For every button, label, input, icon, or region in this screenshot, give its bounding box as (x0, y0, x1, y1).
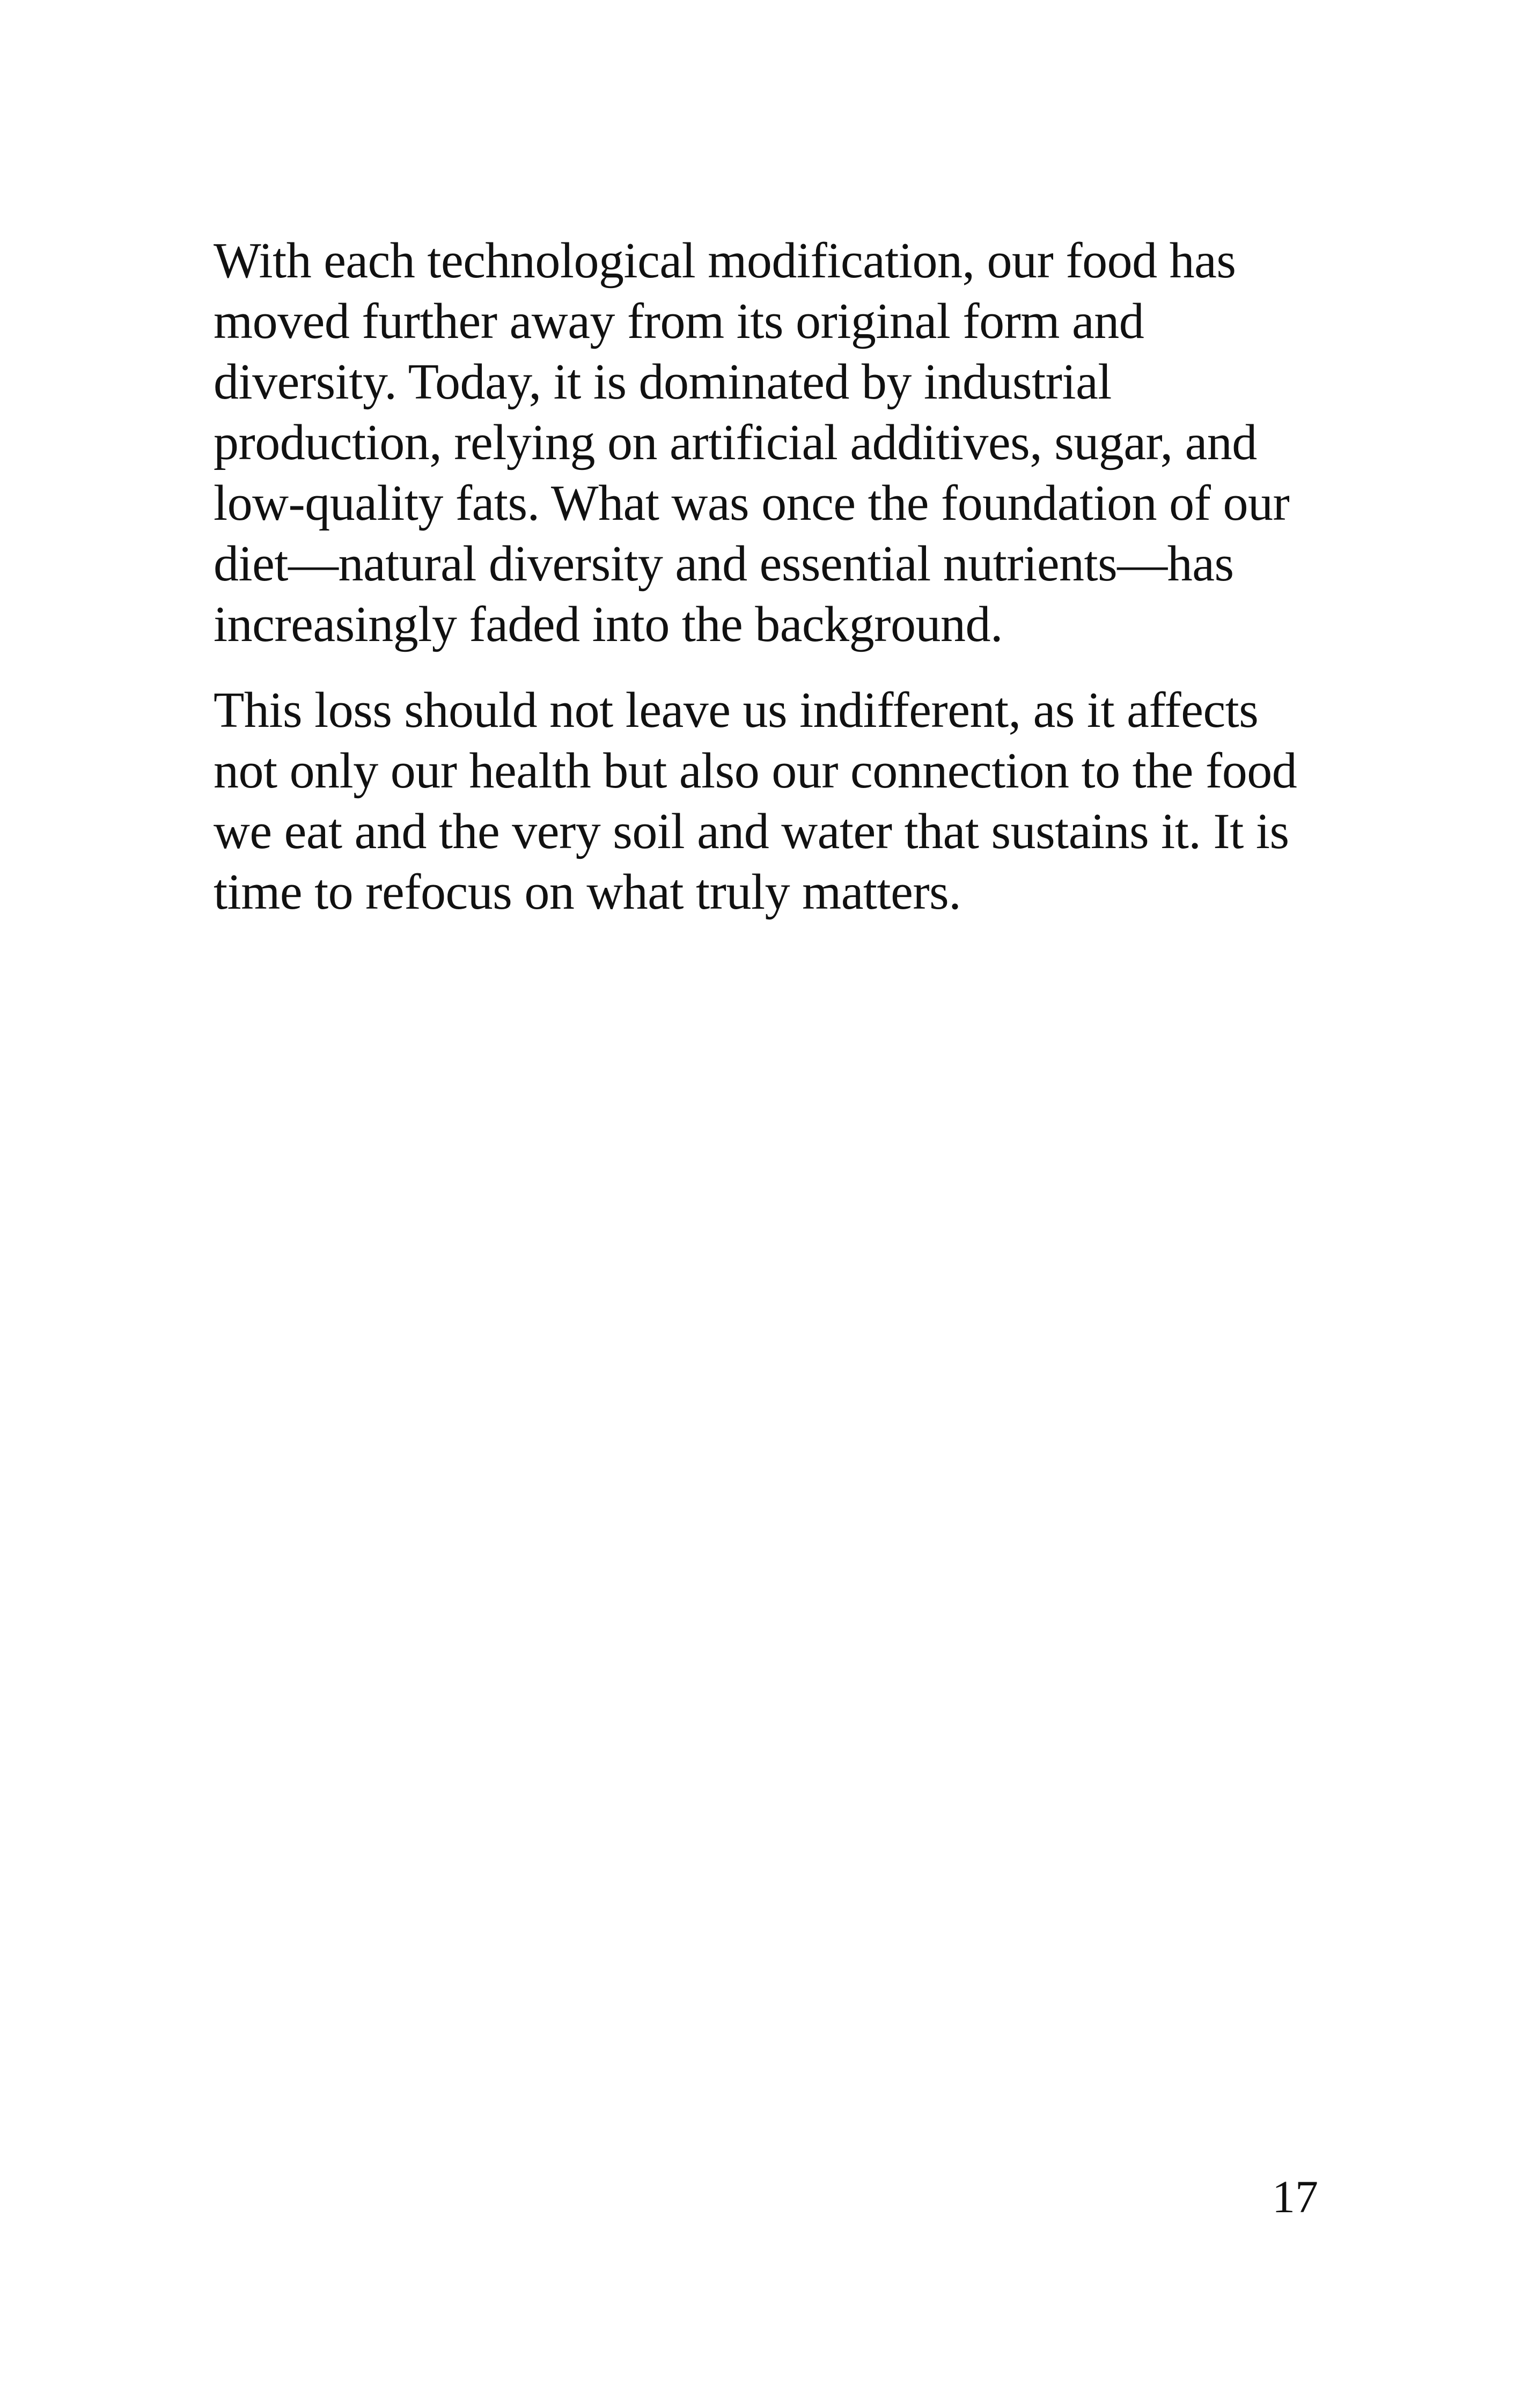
paragraph-2: This loss should not leave us indifferent, as it affects not only our health but also our connection to the food we eat and the very soil and water that sustains it. It is time to refocus on what truly matters. (214, 682, 1297, 920)
body-text (214, 231, 1329, 923)
paragraph-1: With each technological modification, our food has moved further away from its original form and diversity. Today, it is dominated by industrial production, relying on artificial additives, sugar, and low-quality fats. What was once the foundation of our diet—natural diversity and essential nutrients—has increasingly faded into the background. (214, 233, 1290, 652)
page-number: 17 (1272, 2171, 1318, 2222)
